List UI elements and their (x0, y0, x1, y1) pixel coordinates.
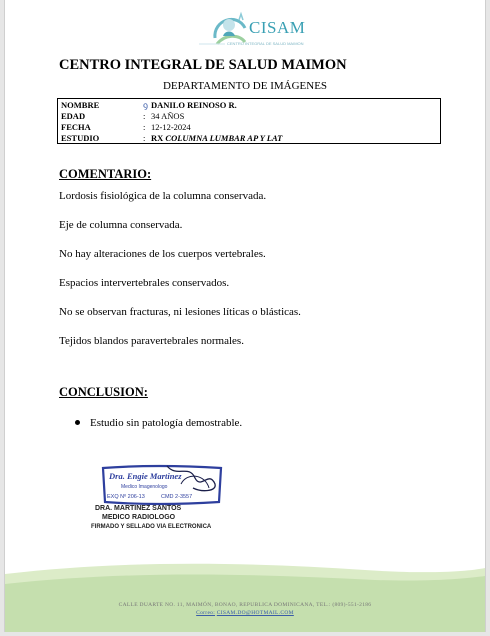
footer-wave (5, 560, 485, 632)
date-value: 12-12-2024 (151, 122, 191, 132)
name-value: DANILO REINOSO R. (151, 100, 237, 110)
patient-info-box (57, 98, 441, 144)
logo-text: CISAM (249, 18, 306, 37)
name-marker-icon: ꝯ (143, 100, 148, 110)
comment-heading: COMENTARIO: (59, 167, 152, 181)
name-row (61, 100, 237, 110)
study-prefix: RX (151, 133, 164, 143)
comment-line: Eje de columna conservada. (59, 219, 183, 231)
doctor-name: DRA. MARTINEZ SANTOS (95, 505, 182, 512)
comment-line: Espacios intervertebrales conservados. (59, 277, 230, 289)
separator: : (143, 133, 146, 143)
conclusion-item (75, 417, 242, 429)
date-label: FECHA (61, 122, 91, 132)
age-row (61, 111, 184, 121)
email-link[interactable]: CISAM.DO@HOTMAIL.COM (216, 610, 294, 616)
footer-address: CALLE DUARTE NO. 11, MAIMÓN, BONAO, REPUBLICA DOMINICANA, TEL.: (809)-551-2186 (118, 602, 372, 608)
comment-line: Tejidos blandos paravertebrales normales. (59, 335, 244, 347)
conclusion-heading: CONCLUSION: (59, 385, 148, 399)
center-title: CENTRO INTEGRAL DE SALUD MAIMON (59, 57, 347, 73)
comment-line: Lordosis fisiológica de la columna conservada. (59, 190, 267, 202)
department-title: DEPARTAMENTO DE IMÁGENES (162, 80, 328, 92)
stamp-name: Dra. Engie Martinez (109, 471, 182, 481)
age-label: EDAD (61, 111, 86, 121)
name-label: NOMBRE (61, 100, 100, 110)
doctor-role: MEDICO RADIOLOGO (102, 514, 176, 521)
comment-line: No se observan fracturas, ni lesiones líticas o blásticas. (59, 306, 301, 318)
separator: : (143, 122, 146, 132)
report-page (4, 0, 486, 632)
study-row (61, 133, 282, 143)
signature-note: FIRMADO Y SELLADO VIA ELECTRONICA (91, 524, 212, 530)
footer-email (5, 610, 485, 616)
bullet-icon (75, 420, 80, 425)
separator: : (143, 111, 146, 121)
email-label: Correo: (196, 610, 216, 616)
conclusion-text: Estudio sin patología demostrable. (90, 417, 243, 429)
study-value: COLUMNA LUMBAR AP Y LAT (165, 133, 283, 143)
study-label: ESTUDIO (61, 133, 100, 143)
stamp-role: Medico Imagenologo (121, 484, 168, 490)
date-row (61, 122, 191, 132)
logo-subtitle: CENTRO INTEGRAL DE SALUD MAIMON (227, 41, 304, 46)
comment-line: No hay alteraciones de los cuerpos vertebrales. (59, 248, 266, 260)
age-value: 34 AÑOS (151, 111, 185, 121)
stamp-exq: EXQ Nº 206-13 (107, 494, 145, 500)
stamp-cmd: CMD 2-3557 (161, 494, 193, 500)
signature-stamp (97, 462, 229, 506)
